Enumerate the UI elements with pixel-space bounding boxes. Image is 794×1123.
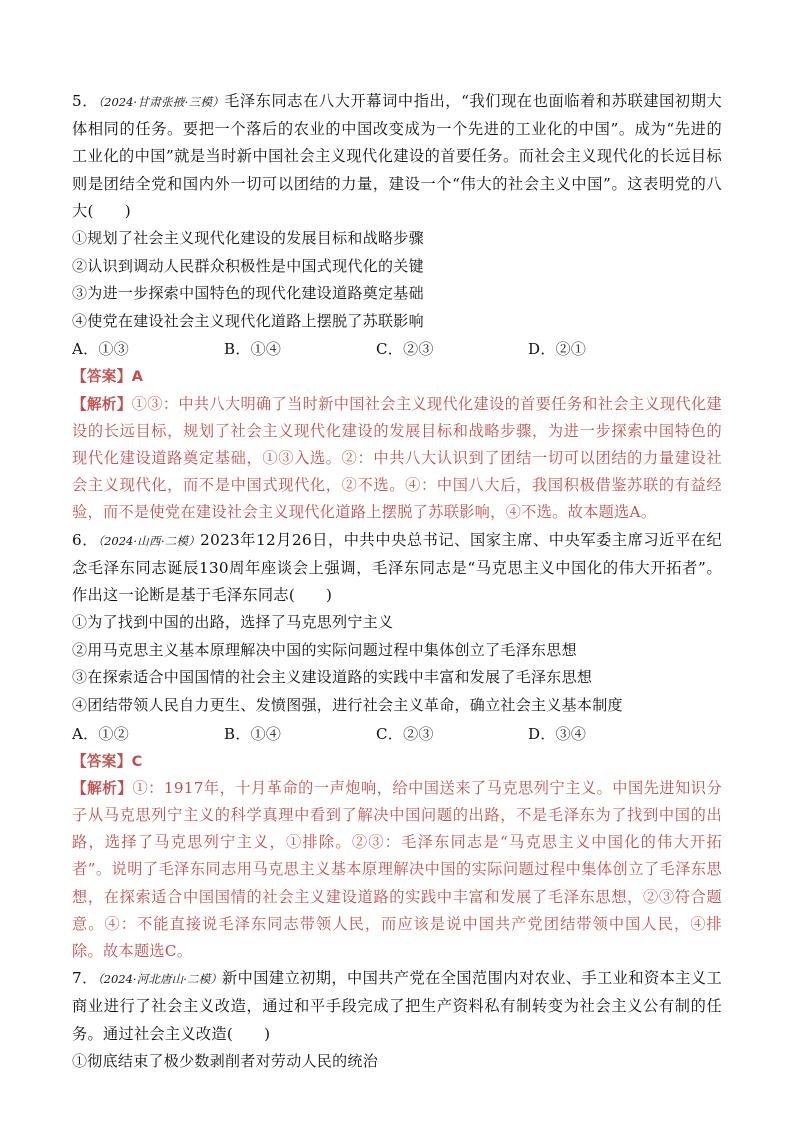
question-5-stem bbox=[72, 88, 722, 225]
answer-value: C bbox=[131, 752, 143, 770]
analysis bbox=[72, 775, 722, 965]
analysis-text: ①③：中共八大明确了当时新中国社会主义现代化建设的首要任务和社会主义现代化建设的长远目标，规划了社会主义现代化建设的发展目标和战略步骤，为进一步探索中国特色的现代化建设道路奠定基础，①③入选。②：中共八大认识到了团结一切可以团结的力量建设社会主义现代化，而不是中国式现代化，②不选。④：中国八大后，我国积极借鉴苏联的有益经验，而不是使党在建设社会主义现代化道路上摆脱了苏联影响，④不选。故本题选A。 bbox=[72, 394, 722, 522]
answer-tag: 【答案】 bbox=[72, 752, 132, 770]
answer-tag: 【答案】 bbox=[72, 368, 132, 386]
option-1: ①彻底结束了极少数剥削者对劳动人民的统治 bbox=[72, 1051, 379, 1070]
question-5 bbox=[72, 88, 722, 527]
answer-choices bbox=[72, 720, 722, 748]
choice-c: C．②③ bbox=[376, 340, 434, 359]
analysis bbox=[72, 391, 722, 527]
answer-value: A bbox=[131, 368, 144, 386]
option-2: ②用马克思主义基本原理解决中国的实际问题过程中集体创立了毛泽东思想 bbox=[72, 640, 577, 659]
answer-line bbox=[72, 748, 722, 775]
option-3: ③为进一步探索中国特色的现代化建设道路奠定基础 bbox=[72, 284, 424, 303]
question-6-stem bbox=[72, 527, 722, 610]
question-number: 6． bbox=[72, 530, 99, 549]
choice-d: D．②① bbox=[528, 340, 587, 359]
choice-c: C．②③ bbox=[376, 724, 434, 743]
question-7-stem bbox=[72, 965, 722, 1048]
question-number: 5． bbox=[72, 92, 99, 110]
option-1: ①为了找到中国的出路，选择了马克思列宁主义 bbox=[72, 613, 394, 632]
question-stem-text: 2023年12月26日，中共中央总书记、国家主席、中央军委主席习近平在纪念毛泽东同志诞辰130周年座谈会上强调，毛泽东同志是“马克思主义中国化的伟大开拓者”。作出这一论断是基于毛泽东同志( ) bbox=[72, 530, 723, 605]
question-stem-text: 毛泽东同志在八大开幕词中指出，“我们现在也面临着和苏联建国初期大体相同的任务。要把一个落后的农业的中国改变成为一个先进的工业化的中国”。成为“先进的工业化的中国”就是当时新中国社会主义现代化建设的首要任务。而社会主义现代化的长远目标则是团结全党和国内外一切可以团结的力量，建设一个“伟大的社会主义中国”。这表明党的八大( ) bbox=[72, 92, 723, 220]
question-stem-text: 新中国建立初期，中国共产党在全国范围内对农业、手工业和资本主义工商业进行了社会主义改造，通过和平手段完成了把生产资料私有制转变为社会主义公有制的任务。通过社会主义改造( ) bbox=[72, 969, 722, 1043]
analysis-tag: 【解析】 bbox=[72, 395, 132, 413]
question-number: 7． bbox=[72, 969, 98, 988]
question-source: （2024·河北唐山·二模） bbox=[97, 972, 222, 987]
choice-a: A．①③ bbox=[72, 340, 130, 359]
option-4: ④使党在建设社会主义现代化道路上摆脱了苏联影响 bbox=[72, 311, 424, 330]
question-source: （2024·甘肃张掖·三模） bbox=[98, 95, 225, 109]
question-content bbox=[72, 88, 722, 1075]
question-source: （2024·山西·二模） bbox=[98, 533, 201, 548]
question-7 bbox=[72, 965, 722, 1075]
option-1: ①规划了社会主义现代化建设的发展目标和战略步骤 bbox=[72, 229, 424, 248]
option-3: ③在探索适合中国国情的社会主义建设道路的实践中丰富和发展了毛泽东思想 bbox=[72, 668, 593, 687]
option-4: ④团结带领人民自力更生、发愤图强，进行社会主义革命，确立社会主义基本制度 bbox=[72, 696, 623, 714]
choice-b: B．①④ bbox=[224, 724, 282, 743]
choice-d: D．③④ bbox=[528, 724, 587, 743]
question-6 bbox=[72, 527, 722, 966]
choice-b: B．①④ bbox=[224, 340, 282, 359]
analysis-text: ①：1917年，十月革命的一声炮响，给中国送来了马克思列宁主义。中国先进知识分子从马克思列宁主义的科学真理中看到了解决中国问题的出路，不是毛泽东为了找到中国的出路，选择了马克思列宁主义，①排除。②③：毛泽东同志是“马克思主义中国化的伟大开拓者”。说明了毛泽东同志用马克思主义基本原理解决中国的实际问题过程中集体创立了毛泽东思想，在探索适合中国国情的社会主义建设道路的实践中丰富和发展了毛泽东思想，②③符合题意。④：不能直接说毛泽东同志带领人民，而应该是说中国共产党团结带领中国人民，④排除。故本题选C。 bbox=[72, 778, 722, 961]
choice-a: A．①② bbox=[72, 724, 130, 743]
answer-choices bbox=[72, 335, 722, 363]
analysis-tag: 【解析】 bbox=[72, 779, 133, 797]
answer-line bbox=[72, 363, 722, 390]
option-2: ②认识到调动人民群众积极性是中国式现代化的关键 bbox=[72, 256, 424, 275]
